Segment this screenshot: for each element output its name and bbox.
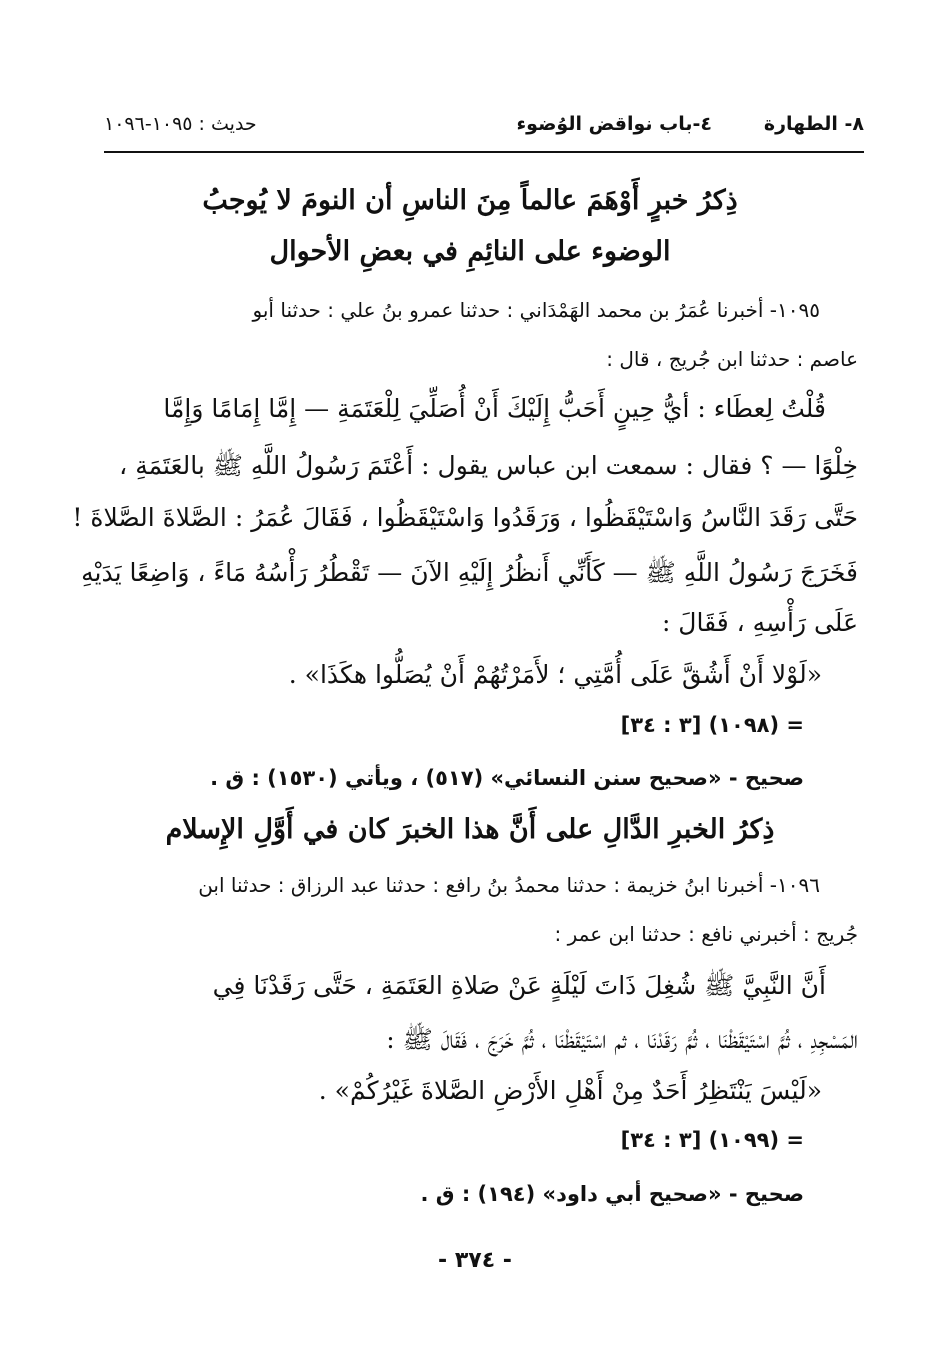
section1-heading-line1: ذِكرُ خبرٍ أَوْهَمَ عالماً مِنَ الناسِ أن النومَ لا يُوجبُ: [202, 185, 738, 216]
hadith-1095-text-line3: حَتَّى رَقَدَ النَّاسُ وَاسْتَيْقَظُوا ، وَرَقَدُوا وَاسْتَيْقَظُوا ، فَقَالَ عُمَرُ : الصَّلاةَ الصَّلاةَ !: [72, 503, 858, 532]
hadith-1095-prophetic-quote: «لَوْلا أَنْ أَشُقَّ عَلَى أُمَّتِي ؛ لأَمَرْتُهُمْ أَنْ يُصَلُّوا هكَذَا» .: [288, 660, 822, 689]
page-number: - ٣٧٤ -: [438, 1248, 512, 1273]
hadith-1095-text-line5: عَلَى رَأْسِهِ ، فَقَالَ :: [661, 608, 858, 637]
hadith-1096-isnad-line2: جُريج : أخبرني نافع : حدثنا ابن عمر :: [554, 922, 858, 946]
header-chapter-title: ٤-باب نواقض الوُضوء: [516, 113, 712, 135]
hadith-1095-isnad-line1: ١٠٩٥- أخبرنا عُمَرُ بن محمد الهَمْدَاني : حدثنا عمرو بنُ علي : حدثنا أبو: [252, 298, 820, 322]
hadith-1096-grading: صحيح - «صحيح أبي داود» (١٩٤) : ق .: [420, 1182, 804, 1206]
header-hadith-range: حديث : ١٠٩٥-١٠٩٦: [104, 113, 257, 135]
hadith-1096-isnad-line1: ١٠٩٦- أخبرنا ابنُ خزيمة : حدثنا محمدُ بنُ رافع : حدثنا عبد الرزاق : حدثنا ابن: [198, 873, 820, 897]
hadith-1095-cross-reference: = (١٠٩٨) [٣ : ٣٤]: [620, 713, 804, 737]
hadith-1096-text-line1: أَنَّ النَّبِيَّ ﷺ شُغِلَ ذَاتَ لَيْلَةٍ عَنْ صَلاةِ العَتَمَةِ ، حَتَّى رَقَدْنَا فِي: [212, 971, 826, 1000]
header-divider: [104, 151, 864, 153]
hadith-1095-text-line2: خِلْوًا — ؟ فقال : سمعت ابن عباس يقول : أَعْتَمَ رَسُولُ اللَّهِ ﷺ بالعَتَمَةِ ،: [119, 451, 858, 480]
hadith-1095-text-line1: قُلْتُ لِعطَاء : أيُّ حِينٍ أَحَبُّ إِلَيْكَ أَنْ أُصَلِّيَ لِلْعَتَمَةِ — إِمَّا إِمَامًا وَإِمَّا: [163, 394, 826, 423]
hadith-1096-prophetic-quote: «لَيْسَ يَنْتَظِرُ أَحَدٌ مِنْ أَهْلِ الأَرْضِ الصَّلاةَ غَيْرُكُمْ» .: [318, 1076, 822, 1105]
hadith-1096-cross-reference: = (١٠٩٩) [٣ : ٣٤]: [620, 1128, 804, 1152]
hadith-1095-grading: صحيح - «صحيح سنن النسائي» (٥١٧) ، ويأتي (١٥٣٠) : ق .: [210, 766, 804, 790]
running-header: [104, 104, 864, 144]
hadith-1096-text-line2: المَسْجِدِ ، ثُمَّ اسْتَيْقَظْنَا ، ثُمَّ رَقَدْنَا ، ثم اسْتَيْقَظْنَا ، ثُمَّ خَرَجَ ، فَقَالَ ﷺ :: [386, 1025, 858, 1054]
section2-heading: ذِكرُ الخبرِ الدَّالِ على أَنَّ هذا الخبرَ كان في أَوَّلِ الإِسلام: [165, 814, 775, 845]
section1-heading-line2: الوضوء على النائِمِ في بعضِ الأحوال: [269, 236, 671, 267]
hadith-1095-text-line4: فَخَرَجَ رَسُولُ اللَّهِ ﷺ — كَأَنِّي أَنظُرُ إِلَيْهِ الآنَ — تَقْطُرُ رَأْسُهُ مَاءً ، وَاضِعًا يَدَيْهِ: [81, 558, 858, 587]
hadith-1095-isnad-line2: عاصم : حدثنا ابن جُريج ، قال :: [606, 347, 858, 371]
header-book-title: ٨- الطهارة: [763, 113, 864, 135]
